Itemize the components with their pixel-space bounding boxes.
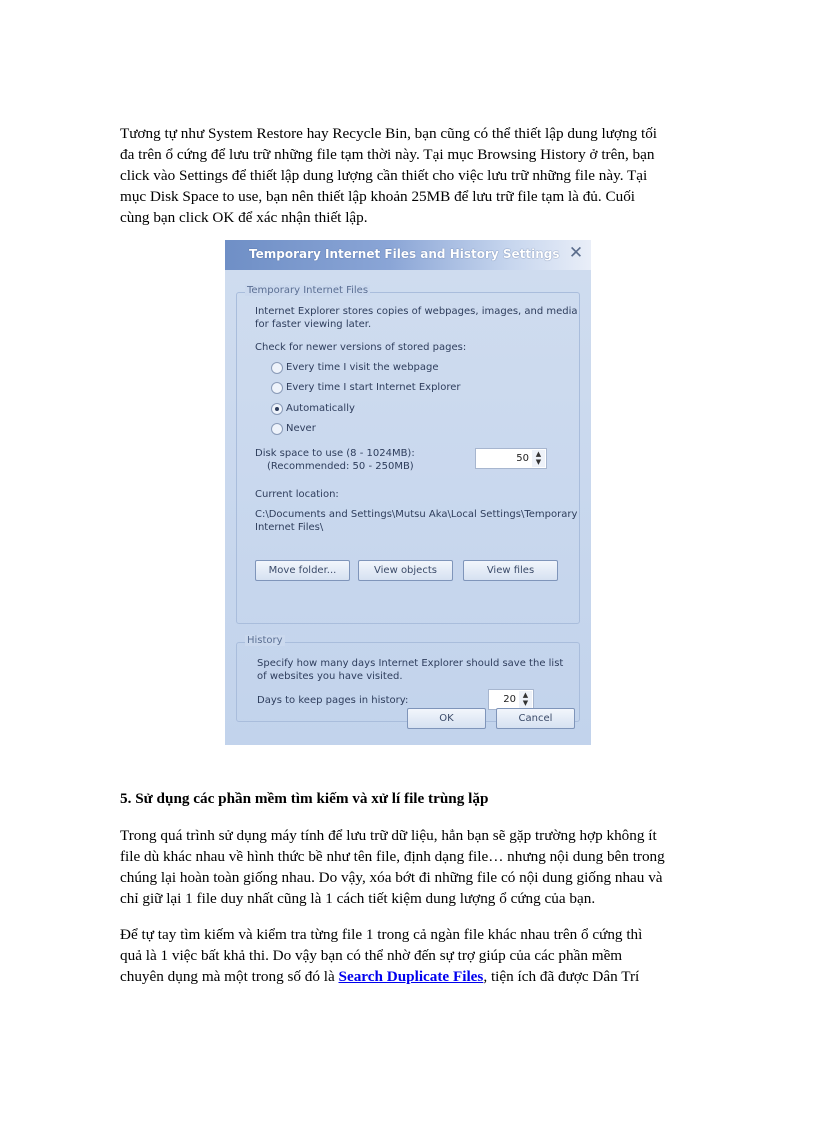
spinner-icon[interactable] [519,691,532,708]
view-objects-button[interactable]: View objects [358,560,453,581]
radio-every-visit[interactable] [271,362,283,374]
radio-every-start[interactable] [271,382,283,394]
days-value: 20 [503,694,516,705]
search-duplicate-files-link[interactable]: Search Duplicate Files [338,968,484,985]
close-icon[interactable]: ✕ [568,243,584,263]
radio-label: Every time I start Internet Explorer [286,382,461,393]
location-label: Current location: [255,489,339,500]
history-description: Specify how many days Internet Explorer should save the list [257,658,564,669]
section-heading: 5. Sử dụng các phần mềm tìm kiếm và xử lí file trùng lặp [120,790,489,807]
move-folder-button[interactable]: Move folder... [255,560,350,581]
dialog-title: Temporary Internet Files and History Settings [249,247,560,261]
disk-space-label: Disk space to use (8 - 1024MB): [255,448,415,459]
text-line: mục Disk Space to use, bạn nên thiết lập khoản 25MB để lưu trữ file tạm là đủ. Cuối [120,188,636,205]
disk-recommended-text: (Recommended: 50 - 250MB) [267,461,414,472]
text-line: chỉ giữ lại 1 file duy nhất cũng là 1 cách tiết kiệm dung lượng ổ cứng của bạn. [120,890,596,907]
spinner-icon[interactable] [532,450,545,467]
days-label: Days to keep pages in history: [257,695,409,706]
group-legend: Temporary Internet Files [247,285,369,296]
text-segment: , tiện ích đã được Dân Trí [483,968,640,985]
cancel-button[interactable]: Cancel [496,708,575,729]
disk-space-value: 50 [516,453,529,464]
text-segment: chuyên dụng mà một trong số đó là [120,968,339,985]
days-stepper[interactable] [488,689,534,710]
text-line: Tương tự như System Restore hay Recycle Bin, bạn cũng có thể thiết lập dung lượng tối [120,125,658,142]
section-paragraph-1 [120,825,710,909]
radio-automatically[interactable] [271,403,283,415]
disk-space-stepper[interactable] [475,448,547,469]
description-text: Internet Explorer stores copies of webpages, images, and media [255,306,578,317]
spin-up-icon[interactable]: ▲ [522,691,529,699]
radio-label: Every time I visit the webpage [286,362,439,373]
text-line: chúng lại hoàn toàn giống nhau. Do vậy, xóa bớt đi những file có nội dung giống nhau và [120,869,663,886]
temporary-files-group [236,285,580,624]
text-line: đa trên ổ cứng để lưu trữ những file tạm thời này. Tại mục Browsing History ở trên, bạn [120,146,655,163]
spin-up-icon[interactable]: ▲ [535,450,542,458]
description-text: for faster viewing later. [255,319,372,330]
history-description: of websites you have visited. [257,671,403,682]
location-path: C:\Documents and Settings\Mutsu Aka\Local Settings\Temporary [255,509,578,520]
text-line: cùng bạn click OK để xác nhận thiết lập. [120,209,368,226]
radio-label: Never [286,423,316,434]
spin-down-icon[interactable]: ▼ [522,699,529,707]
location-path: Internet Files\ [255,522,324,533]
settings-dialog-screenshot [225,240,591,745]
group-legend: History [247,635,283,646]
intro-paragraph [120,123,710,228]
check-label: Check for newer versions of stored pages: [255,342,467,353]
text-line [120,966,710,987]
section-paragraph-2 [120,924,710,987]
dialog-body [225,270,591,745]
text-line: click vào Settings để thiết lập dung lượng cần thiết cho việc lưu trữ những file này. Tại [120,167,648,184]
dialog-titlebar [225,240,591,270]
radio-label: Automatically [286,403,355,414]
text-line: Để tự tay tìm kiếm và kiểm tra từng file 1 trong cả ngàn file khác nhau trên ổ cứng thì [120,926,643,943]
ok-button[interactable]: OK [407,708,486,729]
spin-down-icon[interactable]: ▼ [535,458,542,466]
text-line: Trong quá trình sử dụng máy tính để lưu trữ dữ liệu, hẳn bạn sẽ gặp trường hợp không ít [120,827,657,844]
view-files-button[interactable]: View files [463,560,558,581]
text-line: file dù khác nhau về hình thức bề như tên file, định dạng file… nhưng nội dung bên trong [120,848,665,865]
radio-never[interactable] [271,423,283,435]
text-line: quả là 1 việc bất khả thi. Do vậy bạn có thể nhờ đến sự trợ giúp của các phần mềm [120,947,623,964]
